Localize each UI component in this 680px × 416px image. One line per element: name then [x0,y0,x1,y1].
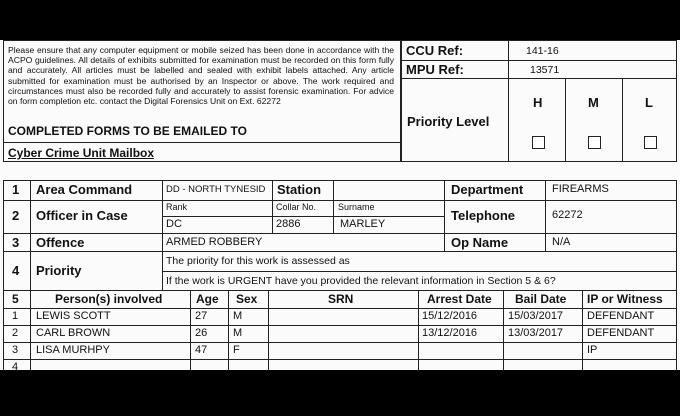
person-sex[interactable]: M [233,310,243,322]
person-age[interactable]: 27 [195,310,208,322]
divider [3,200,677,201]
op-name-value[interactable]: N/A [552,236,571,248]
divider [508,40,509,78]
priority-m-label: M [588,95,599,110]
divider [333,200,334,233]
offence-value[interactable]: ARMED ROBBERY [166,236,263,248]
person-role[interactable]: DEFENDANT [587,310,655,322]
form-sheet [0,40,680,370]
divider [3,251,677,252]
department-label: Department [451,182,524,197]
mpu-ref-label: MPU Ref: [406,62,464,77]
priority-label: Priority [36,263,82,278]
divider [3,233,677,234]
row-number: 2 [12,208,20,223]
divider [228,290,229,370]
divider [162,216,444,217]
person-bail-date[interactable]: 13/03/2017 [508,327,564,339]
divider [565,78,566,162]
divider [545,180,546,251]
priority-l-checkbox[interactable] [644,136,657,149]
bail-date-header: Bail Date [515,292,567,306]
arrest-date-header: Arrest Date [427,292,492,306]
rank-label: Rank [166,202,188,212]
divider [3,359,677,360]
area-command-value[interactable]: DD - NORTH TYNESID [166,184,266,195]
row-number: 5 [12,292,19,306]
priority-l-label: L [645,95,653,110]
email-heading: COMPLETED FORMS TO BE EMAILED TO [8,124,247,138]
row-number: 4 [12,263,20,278]
ccu-ref-label: CCU Ref: [406,43,464,58]
priority-m-checkbox[interactable] [588,136,601,149]
age-header: Age [196,292,219,306]
op-name-label: Op Name [451,235,509,250]
ccu-ref-value[interactable]: 141-16 [526,45,559,57]
person-name[interactable]: CARL BROWN [36,327,111,339]
divider [622,78,623,162]
notice-text: Please ensure that any computer equipment or mobile seized has been done in accordance with the ACPO guidelines. All details of exhibits submitted for examination must be recorded on this form fully and accurately. All articles must be labelled and sealed with exhibit labels attached. Any article submitted for examination must be authorised by an Inspector or above. The work required and circumstances must also be recorded fully and accurately to assist forensic examination. For advice on form completion etc. contact the Digital Forensics Unit on Ext. 62272 [8,45,394,107]
divider [30,180,31,370]
row-number: 1 [12,182,20,197]
divider [3,290,677,291]
divider [503,290,504,370]
surname-label: Surname [338,202,375,212]
divider [3,325,677,326]
divider [401,60,677,61]
rank-value[interactable]: DC [166,218,182,230]
person-number: 1 [12,310,19,322]
person-sex[interactable]: F [233,344,240,356]
priority-h-label: H [533,95,543,110]
divider [444,233,445,251]
person-age[interactable]: 47 [195,344,208,356]
offence-label: Offence [36,235,85,250]
person-number: 2 [12,327,19,339]
divider [401,78,677,79]
divider [162,271,677,272]
officer-in-case-label: Officer in Case [36,208,128,223]
area-command-label: Area Command [36,182,133,197]
person-arrest-date[interactable]: 13/12/2016 [422,327,478,339]
divider [268,290,269,370]
priority-level-label: Priority Level [407,114,490,129]
divider [582,290,583,370]
telephone-value[interactable]: 62272 [552,209,583,221]
person-arrest-date[interactable]: 15/12/2016 [422,310,478,322]
person-bail-date[interactable]: 15/03/2017 [508,310,564,322]
persons-header: Person(s) involved [55,292,163,306]
department-value[interactable]: FIREARMS [552,183,609,195]
collar-value[interactable]: 2886 [276,218,301,230]
person-age[interactable]: 26 [195,327,208,339]
divider [272,180,273,216]
person-number: 4 [12,361,19,370]
telephone-label: Telephone [451,208,516,223]
divider [272,216,273,233]
srn-header: SRN [328,292,354,306]
divider [3,308,677,309]
sex-header: Sex [236,292,258,306]
divider [508,78,509,162]
divider [418,290,419,370]
divider [190,290,191,370]
person-role[interactable]: DEFENDANT [587,327,655,339]
surname-value[interactable]: MARLEY [340,218,386,230]
priority-statement: The priority for this work is assessed as [166,255,350,267]
priority-h-checkbox[interactable] [532,136,545,149]
ip-witness-header: IP or Witness [587,292,663,306]
person-sex[interactable]: M [233,327,243,339]
urgent-question: If the work is URGENT have you provided the relevant information in Section 5 & 6? [166,275,556,287]
mpu-ref-value[interactable]: 13571 [530,64,560,76]
row-number: 3 [12,235,20,250]
person-role[interactable]: IP [587,344,598,356]
person-name[interactable]: LEWIS SCOTT [36,310,111,322]
person-name[interactable]: LISA MURHPY [36,344,110,356]
station-label: Station [277,182,322,197]
person-number: 3 [12,344,19,356]
mailbox-link[interactable]: Cyber Crime Unit Mailbox [8,146,155,160]
collar-label: Collar No. [276,202,317,212]
divider [3,142,401,143]
divider [333,180,334,200]
divider [162,180,163,290]
divider [3,342,677,343]
